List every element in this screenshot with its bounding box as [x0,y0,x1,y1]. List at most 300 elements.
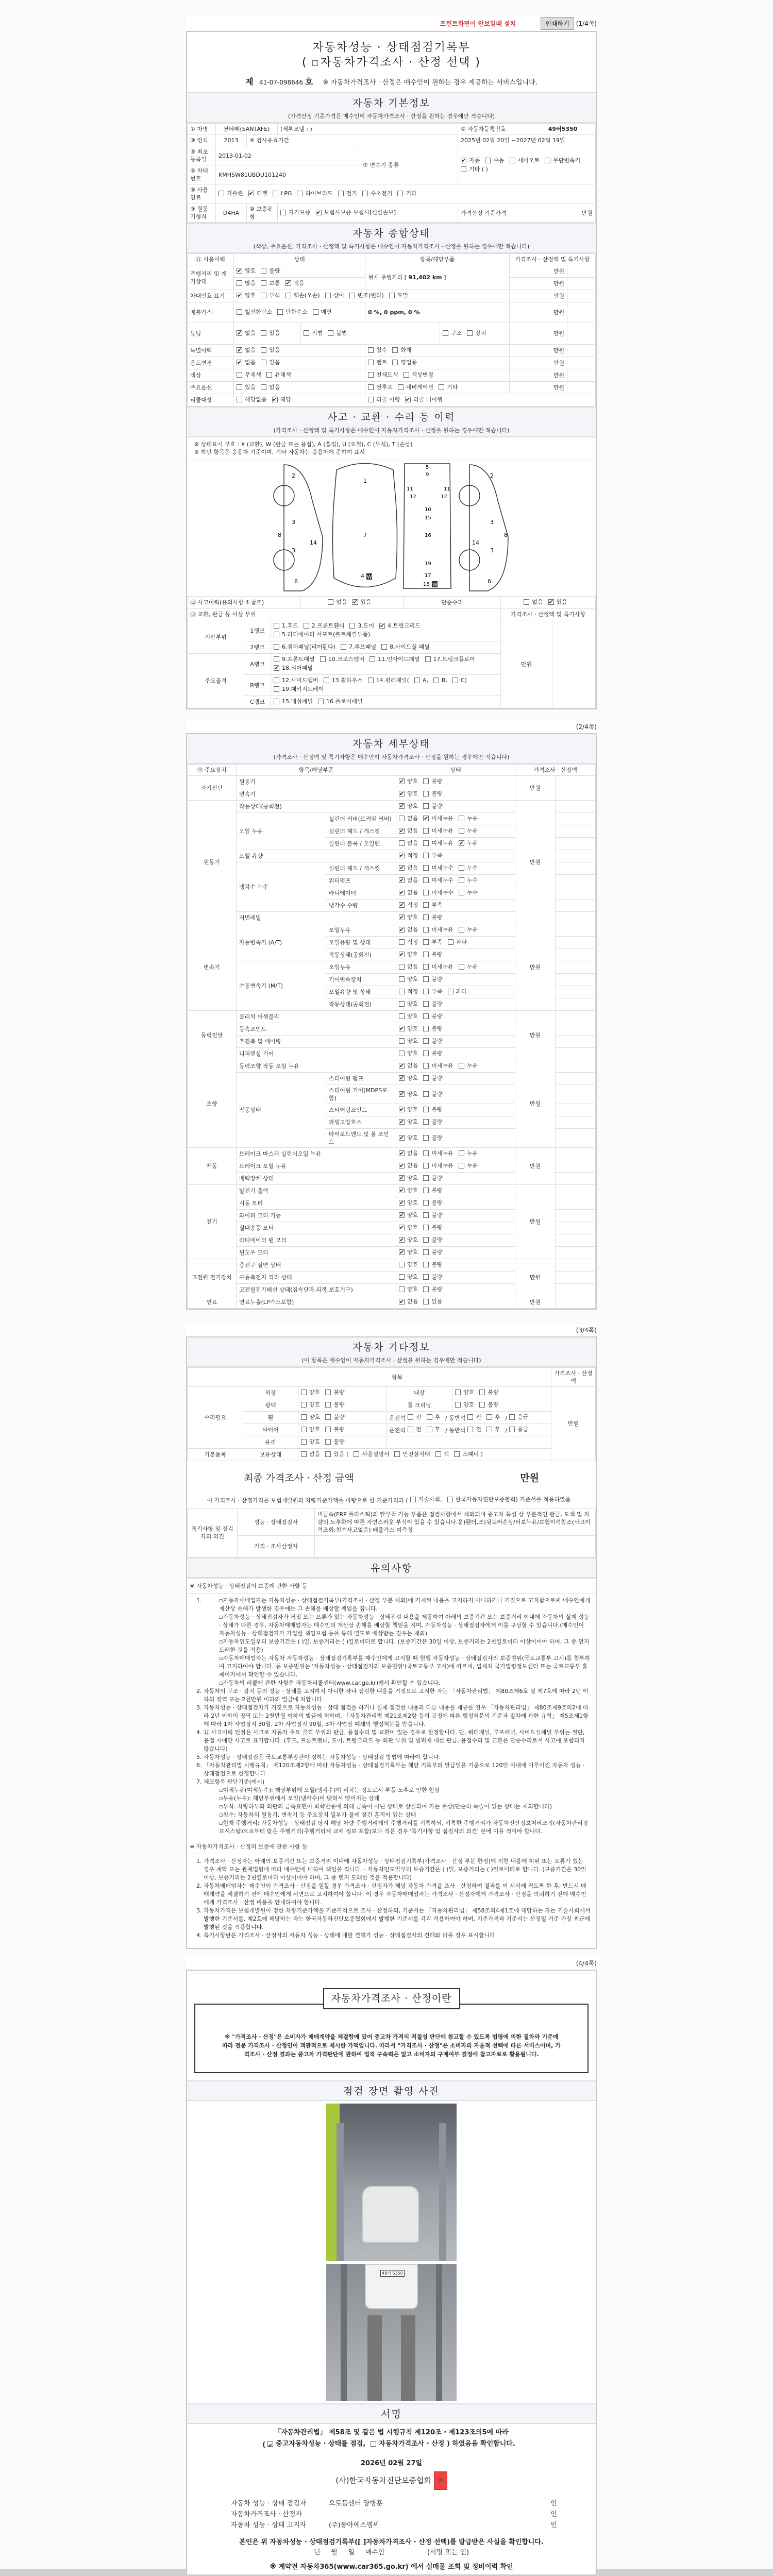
checkbox-option[interactable] [261,383,280,391]
checkbox-option[interactable] [423,913,442,921]
checkbox[interactable] [399,1107,405,1112]
checkbox-option[interactable] [410,1495,442,1503]
checkbox[interactable] [261,293,266,298]
checkbox[interactable] [423,1262,429,1267]
checkbox[interactable] [427,1414,432,1420]
checkbox-option[interactable] [285,292,320,299]
checkbox-option[interactable] [274,655,315,663]
checkbox[interactable] [394,1451,400,1457]
checkbox[interactable] [325,1402,331,1408]
checkbox[interactable] [362,191,368,196]
checkbox-option[interactable] [398,383,433,391]
checkbox-option[interactable] [349,622,374,630]
checkbox[interactable] [399,1188,405,1193]
checkbox-option[interactable] [423,1162,453,1170]
checkbox-option[interactable] [427,1413,441,1421]
checkbox-option[interactable] [423,1199,442,1207]
checkbox-option[interactable] [368,359,387,366]
checkbox[interactable] [399,803,405,809]
checkbox-option[interactable] [548,598,567,606]
checkbox[interactable] [304,330,309,336]
checkbox[interactable] [479,1402,485,1408]
checkbox-option[interactable] [399,1199,418,1207]
checkbox-option[interactable] [454,1450,483,1458]
checkbox-option[interactable] [479,1401,498,1409]
checkbox-option[interactable] [399,1236,418,1244]
checkbox[interactable] [274,686,279,692]
checkbox[interactable] [399,1050,405,1056]
checkbox-option[interactable] [325,1426,344,1433]
checkbox[interactable] [301,1402,307,1408]
checkbox-option[interactable] [399,1187,418,1194]
checkbox-option[interactable] [459,827,478,835]
checkbox[interactable] [399,791,405,796]
checkbox-option[interactable] [277,308,308,316]
checkbox[interactable] [423,914,429,920]
checkbox[interactable] [459,840,464,846]
checkbox-option[interactable] [467,1426,481,1433]
checkbox[interactable] [423,1091,429,1097]
checkbox-option[interactable] [423,1149,453,1157]
checkbox[interactable] [423,1026,429,1031]
checkbox[interactable] [237,372,242,378]
checkbox[interactable] [423,1175,429,1181]
checkbox[interactable] [399,976,405,982]
checkbox[interactable] [399,1163,405,1168]
checkbox[interactable] [423,1163,429,1168]
checkbox-option[interactable] [399,852,418,859]
checkbox-option[interactable] [248,190,267,197]
checkbox[interactable] [524,599,529,605]
checkbox[interactable] [459,927,464,933]
checkbox-option[interactable] [352,598,372,606]
checkbox[interactable] [399,952,405,957]
checkbox[interactable] [368,347,374,353]
checkbox-option[interactable] [485,157,504,164]
checkbox[interactable] [237,268,242,274]
checkbox[interactable] [404,372,409,378]
checkbox-option[interactable] [274,685,324,693]
checkbox[interactable] [261,330,266,336]
checkbox-option[interactable] [261,359,280,366]
checkbox[interactable] [433,677,439,683]
checkbox[interactable] [267,2441,273,2447]
checkbox-option[interactable] [325,1388,344,1396]
checkbox-option[interactable] [448,988,467,995]
checkbox-option[interactable] [443,329,462,337]
checkbox-option[interactable] [414,676,428,684]
checkbox[interactable] [545,158,550,163]
checkbox[interactable] [423,1038,429,1044]
checkbox[interactable] [399,939,405,945]
checkbox[interactable] [399,1075,405,1081]
checkbox[interactable] [459,816,464,821]
checkbox[interactable] [410,1497,416,1502]
checkbox-option[interactable] [459,889,478,896]
checkbox[interactable] [459,865,464,871]
checkbox[interactable] [423,803,429,809]
checkbox-option[interactable] [423,1187,442,1194]
checkbox-option[interactable] [524,598,543,606]
checkbox-option[interactable] [459,926,478,934]
checkbox-option[interactable] [237,279,256,287]
checkbox-option[interactable] [261,329,280,337]
checkbox[interactable] [324,677,329,683]
checkbox[interactable] [448,939,453,945]
checkbox-option[interactable] [399,864,418,872]
checkbox[interactable] [399,1026,405,1031]
checkbox-option[interactable] [423,963,453,971]
checkbox[interactable] [423,1225,429,1230]
checkbox-option[interactable] [423,1134,442,1142]
checkbox[interactable] [399,1225,405,1230]
checkbox-option[interactable] [423,827,453,835]
checkbox-option[interactable] [399,1298,418,1306]
checkbox[interactable] [423,989,429,994]
checkbox[interactable] [548,599,554,605]
checkbox-option[interactable] [237,371,261,379]
checkbox-option[interactable] [459,876,478,884]
checkbox[interactable] [237,309,242,315]
checkbox-option[interactable] [423,1224,442,1231]
install-link[interactable]: 프린트화면이 안보일때 설치 [440,20,516,27]
checkbox-option[interactable] [301,1426,320,1433]
checkbox-option[interactable] [399,777,418,785]
checkbox-option[interactable] [423,901,442,909]
checkbox-option[interactable] [399,1000,418,1008]
checkbox[interactable] [408,1414,413,1420]
checkbox-option[interactable] [267,2438,365,2450]
checkbox[interactable] [325,293,331,298]
checkbox-option[interactable] [423,1174,442,1182]
checkbox-option[interactable] [404,371,434,379]
checkbox-option[interactable] [423,1012,442,1020]
checkbox-option[interactable] [399,1224,418,1231]
checkbox-option[interactable] [399,938,418,946]
checkbox[interactable] [285,293,291,298]
checkbox[interactable] [423,1212,429,1218]
checkbox[interactable] [261,384,266,390]
checkbox-option[interactable] [368,346,387,354]
checkbox-option[interactable] [274,622,298,630]
checkbox[interactable] [423,865,429,871]
checkbox[interactable] [320,656,326,662]
checkbox[interactable] [399,1299,405,1304]
checkbox-option[interactable] [325,1438,344,1446]
checkbox[interactable] [509,1414,515,1420]
checkbox-option[interactable] [320,655,365,663]
checkbox-option[interactable] [301,1401,320,1409]
checkbox-option[interactable] [301,1438,320,1446]
checkbox[interactable] [274,632,279,637]
checkbox-option[interactable] [324,676,363,684]
checkbox[interactable] [443,330,448,336]
checkbox[interactable] [423,890,429,895]
checkbox[interactable] [423,1200,429,1206]
checkbox[interactable] [316,210,322,215]
checkbox[interactable] [301,1439,307,1445]
checkbox[interactable] [301,1451,307,1457]
checkbox-option[interactable] [399,988,418,995]
checkbox[interactable] [398,384,404,390]
checkbox-option[interactable] [459,963,478,971]
checkbox-option[interactable] [452,676,467,684]
checkbox-option[interactable] [399,1134,418,1142]
checkbox[interactable] [399,1274,405,1280]
checkbox[interactable] [379,623,385,629]
checkbox-option[interactable] [304,622,345,630]
checkbox[interactable] [248,191,254,196]
checkbox[interactable] [338,191,344,196]
checkbox-option[interactable] [405,396,443,403]
checkbox-option[interactable] [237,346,256,354]
checkbox-option[interactable] [439,383,458,391]
checkbox-option[interactable] [399,1090,418,1098]
checkbox-option[interactable] [459,864,478,872]
checkbox-option[interactable] [423,802,442,810]
checkbox-option[interactable] [433,676,447,684]
checkbox-option[interactable] [349,292,384,299]
checkbox-option[interactable] [297,190,332,197]
checkbox-option[interactable] [318,698,363,705]
checkbox-option[interactable] [423,876,453,884]
checkbox[interactable] [399,828,405,834]
checkbox-option[interactable] [399,1273,418,1281]
checkbox[interactable] [414,677,420,683]
checkbox-option[interactable] [423,1049,442,1057]
checkbox-option[interactable] [389,292,408,299]
checkbox[interactable] [399,778,405,784]
checkbox[interactable] [439,384,444,390]
checkbox[interactable] [423,791,429,796]
checkbox[interactable] [301,1414,307,1420]
checkbox[interactable] [423,840,429,846]
checkbox[interactable] [399,964,405,970]
checkbox[interactable] [237,330,242,336]
checkbox-option[interactable] [368,371,398,379]
checkbox[interactable] [423,1188,429,1193]
checkbox[interactable] [325,1389,331,1395]
checkbox-option[interactable] [261,292,280,299]
checkbox[interactable] [459,828,464,834]
checkbox-option[interactable] [423,1261,442,1268]
checkbox[interactable] [399,1262,405,1267]
checkbox[interactable] [328,330,333,336]
checkbox[interactable] [423,1063,429,1069]
checkbox[interactable] [399,1013,405,1019]
checkbox-option[interactable] [399,1025,418,1032]
checkbox-option[interactable] [328,329,347,337]
checkbox-option[interactable] [399,901,418,909]
checkbox[interactable] [219,191,224,196]
checkbox-option[interactable] [399,1149,418,1157]
checkbox-option[interactable] [408,1413,422,1421]
checkbox-option[interactable] [459,815,478,822]
checkbox-option[interactable] [423,864,453,872]
checkbox-option[interactable] [325,1450,348,1458]
checkbox-option[interactable] [423,852,442,859]
checkbox-option[interactable] [399,951,418,958]
checkbox-option[interactable] [399,1062,418,1070]
checkbox[interactable] [392,360,398,365]
checkbox[interactable] [371,2441,376,2447]
checkbox-option[interactable] [280,209,311,216]
checkbox-option[interactable] [237,396,267,403]
checkbox-option[interactable] [423,1074,442,1082]
checkbox-option[interactable] [423,1248,442,1256]
checkbox[interactable] [423,964,429,970]
checkbox-option[interactable] [423,1106,442,1113]
checkbox[interactable] [405,397,411,402]
checkbox-option[interactable] [423,1273,442,1281]
checkbox-option[interactable] [448,938,467,946]
checkbox[interactable] [510,158,515,163]
checkbox[interactable] [423,1237,429,1243]
checkbox[interactable] [354,1451,359,1457]
checkbox-option[interactable] [399,889,418,896]
checkbox-option[interactable] [325,1413,344,1421]
checkbox[interactable] [467,1427,473,1432]
checkbox-option[interactable] [341,643,376,651]
checkbox[interactable] [425,656,431,662]
checkbox-option[interactable] [486,1413,500,1421]
checkbox-option[interactable] [423,777,442,785]
checkbox[interactable] [423,1299,429,1304]
checkbox[interactable] [301,1389,307,1395]
checkbox-option[interactable] [273,190,292,197]
checkbox[interactable] [274,677,279,683]
checkbox-option[interactable] [399,1248,418,1256]
checkbox[interactable] [274,656,279,662]
checkbox-option[interactable] [368,676,409,684]
checkbox-option[interactable] [459,839,478,847]
checkbox-option[interactable] [423,975,442,983]
checkbox[interactable] [237,280,242,286]
checkbox-option[interactable] [427,1426,441,1433]
checkbox[interactable] [455,1389,461,1395]
checkbox[interactable] [399,1237,405,1243]
checkbox-option[interactable] [325,1401,344,1409]
checkbox-option[interactable] [266,371,291,379]
checkbox-option[interactable] [381,643,430,651]
checkbox[interactable] [280,210,286,215]
checkbox[interactable] [447,1497,453,1502]
checkbox[interactable] [423,976,429,982]
checkbox[interactable] [423,828,429,834]
checkbox[interactable] [341,644,346,650]
checkbox-option[interactable] [423,815,453,822]
checkbox[interactable] [399,1038,405,1044]
checkbox-option[interactable] [423,1025,442,1032]
checkbox-option[interactable] [274,643,335,651]
checkbox-option[interactable] [338,190,357,197]
checkbox-option[interactable] [237,329,256,337]
checkbox-option[interactable] [237,359,256,366]
checkbox-option[interactable] [423,1236,442,1244]
checkbox[interactable] [423,927,429,933]
checkbox-option[interactable] [479,1388,498,1396]
checkbox-option[interactable] [399,827,418,835]
checkbox[interactable] [399,914,405,920]
checkbox-option[interactable] [459,1062,478,1070]
checkbox[interactable] [266,372,272,378]
checkbox[interactable] [349,623,355,629]
checkbox[interactable] [399,1135,405,1141]
checkbox-option[interactable] [423,1118,442,1126]
checkbox[interactable] [423,902,429,908]
checkbox[interactable] [399,1200,405,1206]
checkbox-option[interactable] [237,308,272,316]
checkbox-option[interactable] [467,1413,481,1421]
checkbox[interactable] [399,816,405,821]
checkbox-option[interactable] [328,598,347,606]
checkbox[interactable] [423,1050,429,1056]
checkbox[interactable] [325,1451,331,1457]
checkbox-option[interactable] [423,938,442,946]
checkbox[interactable] [237,397,242,402]
checkbox-option[interactable] [379,622,421,630]
checkbox-option[interactable] [467,329,486,337]
checkbox-option[interactable] [237,383,256,391]
checkbox[interactable] [237,360,242,365]
checkbox-option[interactable] [399,1162,418,1170]
checkbox[interactable] [399,1091,405,1097]
checkbox[interactable] [399,1212,405,1218]
checkbox[interactable] [313,309,318,315]
checkbox[interactable] [408,1427,413,1432]
checkbox-option[interactable] [455,1388,474,1396]
checkbox[interactable] [399,1286,405,1292]
checkbox[interactable] [399,989,405,994]
checkbox-option[interactable] [423,1037,442,1045]
checkbox[interactable] [423,1075,429,1081]
checkbox-option[interactable] [461,165,488,173]
checkbox[interactable] [459,1163,464,1168]
checkbox[interactable] [423,853,429,858]
checkbox[interactable] [399,1175,405,1181]
checkbox[interactable] [399,1063,405,1069]
checkbox-option[interactable] [461,157,480,164]
checkbox-option[interactable] [301,1413,320,1421]
checkbox-option[interactable] [301,1450,320,1458]
checkbox-option[interactable] [362,190,393,197]
checkbox-option[interactable] [301,1388,320,1396]
checkbox[interactable] [486,1427,492,1432]
checkbox-option[interactable] [423,790,442,798]
checkbox[interactable] [381,644,387,650]
checkbox[interactable] [423,1107,429,1112]
checkbox-option[interactable] [261,279,280,287]
checkbox-option[interactable] [261,267,280,275]
checkbox[interactable] [399,890,405,895]
print-button[interactable]: 인쇄하기 [541,17,574,30]
checkbox-option[interactable] [399,1118,418,1126]
checkbox-option[interactable] [509,1413,528,1421]
checkbox[interactable] [448,989,453,994]
checkbox-option[interactable] [399,1012,418,1020]
checkbox[interactable] [423,1286,429,1292]
checkbox-option[interactable] [392,359,417,366]
checkbox[interactable] [485,158,491,163]
checkbox[interactable] [423,1150,429,1156]
checkbox-option[interactable] [425,655,475,663]
checkbox-option[interactable] [354,1450,389,1458]
checkbox[interactable] [325,1414,331,1420]
checkbox[interactable] [261,360,266,365]
checkbox[interactable] [399,927,405,933]
checkbox-option[interactable] [304,329,323,337]
checkbox[interactable] [423,1013,429,1019]
